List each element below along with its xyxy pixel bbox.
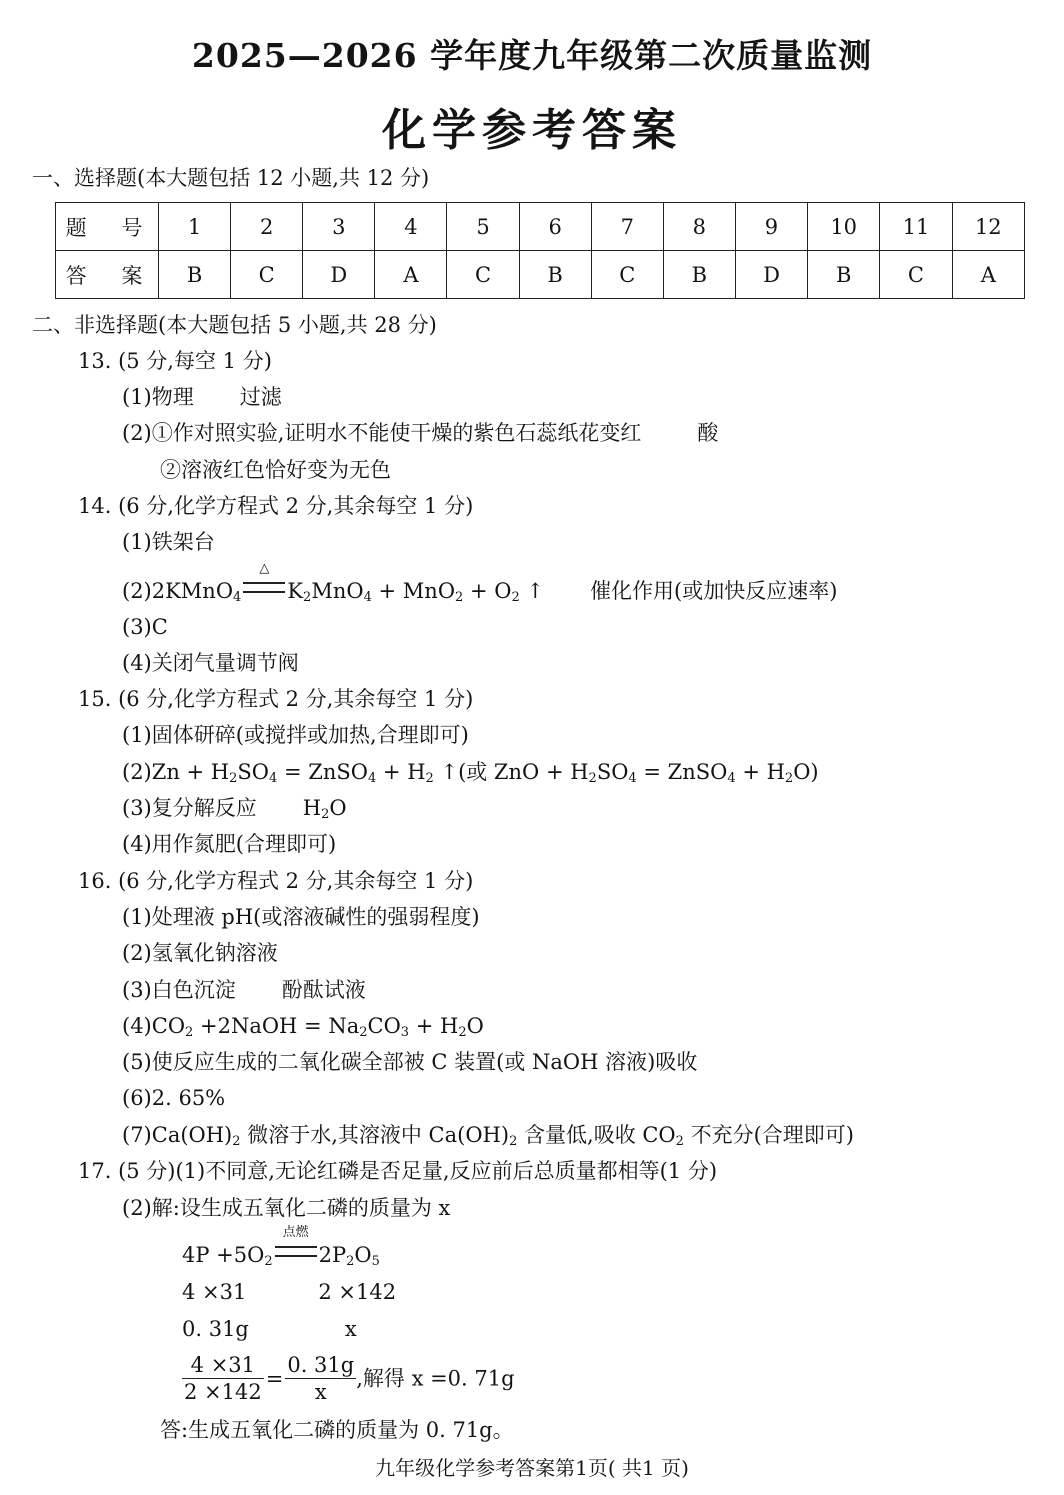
numerator: 0. 31g	[287, 1353, 355, 1377]
subscript: 2	[229, 771, 238, 786]
q15-part4: (4)用作氮肥(合理即可)	[122, 832, 337, 856]
subscript: 2	[675, 1134, 684, 1149]
table-cell: B	[663, 251, 735, 299]
q15-part1: (1)固体研碎(或搅拌或加热,合理即可)	[122, 723, 469, 747]
subscript: 2	[455, 590, 464, 605]
subscript: 2	[784, 771, 794, 786]
formula-text: (2)Zn + H	[122, 760, 230, 784]
subscript: 2	[185, 1025, 194, 1040]
subscript: 5	[371, 1254, 380, 1269]
table-cell: 7	[591, 203, 663, 251]
q15-p3a: (3)复分解反应	[122, 796, 257, 820]
q14-part4: (4)关闭气量调节阀	[122, 651, 299, 675]
subscript: 4	[269, 771, 278, 786]
ignition-condition: 点燃	[282, 1225, 309, 1240]
formula-text: SO	[237, 760, 270, 784]
formula-text: (4)CO	[122, 1014, 186, 1038]
formula-text: O	[329, 796, 347, 820]
formula-text: O	[354, 1243, 372, 1267]
formula-text: 含量低,吸收 CO	[517, 1123, 676, 1147]
formula-text: H	[302, 796, 322, 820]
q13-part1	[122, 382, 282, 412]
subscript: 4	[727, 771, 736, 786]
formula-text: + O	[463, 579, 512, 603]
q13-part2	[122, 418, 718, 448]
row-label-number: 题 号	[56, 203, 159, 251]
section2-heading: 二、非选择题(本大题包括 5 小题,共 28 分)	[32, 313, 437, 337]
q16-part1: (1)处理液 pH(或溶液碱性的强弱程度)	[122, 905, 480, 929]
q13-part2c: ②溶液红色恰好变为无色	[160, 458, 391, 482]
formula-text: 不充分(合理即可)	[683, 1123, 854, 1147]
table-cell: 5	[447, 203, 519, 251]
table-cell: 4	[375, 203, 447, 251]
table-cell: 6	[519, 203, 591, 251]
q16-part4	[122, 1011, 484, 1041]
formula-text: + H	[376, 760, 426, 784]
formula-text: 4 ×31	[182, 1280, 247, 1304]
q17-given-mass	[182, 1314, 357, 1344]
section1-heading: 一、选择题(本大题包括 12 小题,共 12 分)	[32, 166, 430, 190]
subscript: 2	[346, 1254, 355, 1269]
formula-text: SO	[596, 760, 629, 784]
subscript: 2	[425, 771, 434, 786]
q17-answer: 答:生成五氧化二磷的质量为 0. 71g。	[160, 1418, 514, 1442]
row-label-answer: 答 案	[56, 251, 159, 299]
formula-text: +2NaOH = Na	[193, 1014, 360, 1038]
formula-text: 2P	[318, 1243, 347, 1267]
table-cell: C	[591, 251, 663, 299]
formula-text: + MnO	[371, 579, 456, 603]
q14-p2-label: (2)	[122, 579, 152, 603]
formula-text: = ZnSO	[277, 760, 368, 784]
q13-heading: 13. (5 分,每空 1 分)	[78, 349, 272, 373]
q13-p1b: 过滤	[239, 385, 282, 409]
formula-text: CO	[367, 1014, 401, 1038]
table-cell: 10	[808, 203, 880, 251]
formula-text: 2 ×142	[318, 1280, 397, 1304]
q13-p2b: 酸	[697, 421, 719, 445]
q13-p2a: (2)①作对照实验,证明水不能使干燥的紫色石蕊纸花变红	[122, 421, 642, 445]
q15-heading: 15. (6 分,化学方程式 2 分,其余每空 1 分)	[78, 687, 474, 711]
formula-text: ↑(或 ZnO + H	[433, 760, 589, 784]
subscript: 2	[588, 771, 597, 786]
formula-text: 2KMnO	[151, 579, 234, 603]
q17-mass-ratio	[182, 1277, 396, 1307]
table-cell: B	[159, 251, 231, 299]
denominator: 2 ×142	[184, 1380, 262, 1404]
document-subtitle: 化学参考答案	[382, 105, 682, 156]
formula-text: = ZnSO	[636, 760, 728, 784]
q13-p1a: (1)物理	[122, 385, 194, 409]
subscript: 2	[264, 1254, 273, 1269]
fraction-right	[285, 1352, 356, 1405]
formula-text: O	[466, 1014, 484, 1038]
formula-text: 4P +5O	[182, 1243, 265, 1267]
formula-text: ↑	[519, 579, 545, 603]
formula-text: + H	[409, 1014, 459, 1038]
formula-text: x	[344, 1317, 357, 1341]
table-row-numbers	[56, 203, 1025, 251]
heat-condition: △	[259, 561, 270, 576]
subscript: 2	[511, 590, 520, 605]
q15-part2	[122, 757, 819, 787]
table-cell: 3	[303, 203, 375, 251]
subscript: 4	[233, 590, 242, 605]
q16-part2: (2)氢氧化钠溶液	[122, 941, 278, 965]
formula-text: MnO	[311, 579, 364, 603]
result-text: ,解得 x =0. 71g	[356, 1366, 515, 1391]
q16-part6: (6)2. 65%	[122, 1086, 226, 1110]
table-cell: A	[952, 251, 1024, 299]
table-cell: C	[231, 251, 303, 299]
reaction-condition	[275, 1225, 317, 1270]
answer-table	[55, 202, 1025, 299]
denominator: x	[314, 1380, 327, 1404]
q17-proportion	[182, 1352, 515, 1405]
q16-part7	[122, 1120, 854, 1150]
reaction-condition	[243, 561, 285, 606]
table-cell: D	[735, 251, 807, 299]
table-cell: 1	[159, 203, 231, 251]
table-cell: A	[375, 251, 447, 299]
q15-part3	[122, 793, 347, 823]
subscript: 2	[232, 1134, 241, 1149]
table-cell: 2	[231, 203, 303, 251]
document-title: 2025—2026 学年度九年级第二次质量监测	[191, 36, 873, 75]
subscript: 2	[321, 807, 330, 822]
q16-p3b: 酚酞试液	[281, 978, 366, 1002]
formula-text: 0. 31g	[182, 1317, 249, 1341]
table-cell: B	[808, 251, 880, 299]
subscript: 4	[363, 590, 372, 605]
subscript: 2	[303, 590, 312, 605]
q17-part2: (2)解:设生成五氧化二磷的质量为 x	[122, 1196, 451, 1220]
table-row-answers	[56, 251, 1025, 299]
q16-part5: (5)使反应生成的二氧化碳全部被 C 装置(或 NaOH 溶液)吸收	[122, 1050, 698, 1074]
table-cell: 8	[663, 203, 735, 251]
subscript: 2	[509, 1134, 518, 1149]
table-cell: 9	[735, 203, 807, 251]
page-footer: 九年级化学参考答案第1页( 共1 页)	[375, 1456, 689, 1480]
equals-sign: =	[265, 1366, 284, 1391]
q16-p3a: (3)白色沉淀	[122, 978, 236, 1002]
table-cell: C	[447, 251, 519, 299]
subscript: 3	[400, 1025, 410, 1040]
formula-text: 微溶于水,其溶液中 Ca(OH)	[240, 1123, 510, 1147]
table-cell: D	[303, 251, 375, 299]
q16-heading: 16. (6 分,化学方程式 2 分,其余每空 1 分)	[78, 869, 474, 893]
q14-part3: (3)C	[122, 615, 168, 639]
subscript: 2	[458, 1025, 467, 1040]
table-cell: 11	[880, 203, 952, 251]
q14-part2	[122, 561, 838, 606]
formula-text: + H	[735, 760, 785, 784]
table-cell: 12	[952, 203, 1024, 251]
formula-text: O)	[793, 760, 819, 784]
q14-heading: 14. (6 分,化学方程式 2 分,其余每空 1 分)	[78, 494, 474, 518]
subscript: 4	[628, 771, 637, 786]
q17-heading: 17. (5 分)(1)不同意,无论红磷是否足量,反应前后总质量都相等(1 分)	[78, 1159, 718, 1183]
q14-p2b: 催化作用(或加快反应速率)	[590, 579, 838, 603]
table-cell: B	[519, 251, 591, 299]
subscript: 2	[359, 1025, 368, 1040]
formula-text: K	[287, 579, 304, 603]
table-cell: C	[880, 251, 952, 299]
subscript: 4	[367, 771, 377, 786]
q14-part1: (1)铁架台	[122, 530, 215, 554]
fraction-left	[182, 1352, 264, 1405]
numerator: 4 ×31	[182, 1352, 264, 1379]
q17-equation	[182, 1225, 380, 1270]
q16-part3	[122, 975, 366, 1005]
formula-text: (7)Ca(OH)	[122, 1123, 233, 1147]
